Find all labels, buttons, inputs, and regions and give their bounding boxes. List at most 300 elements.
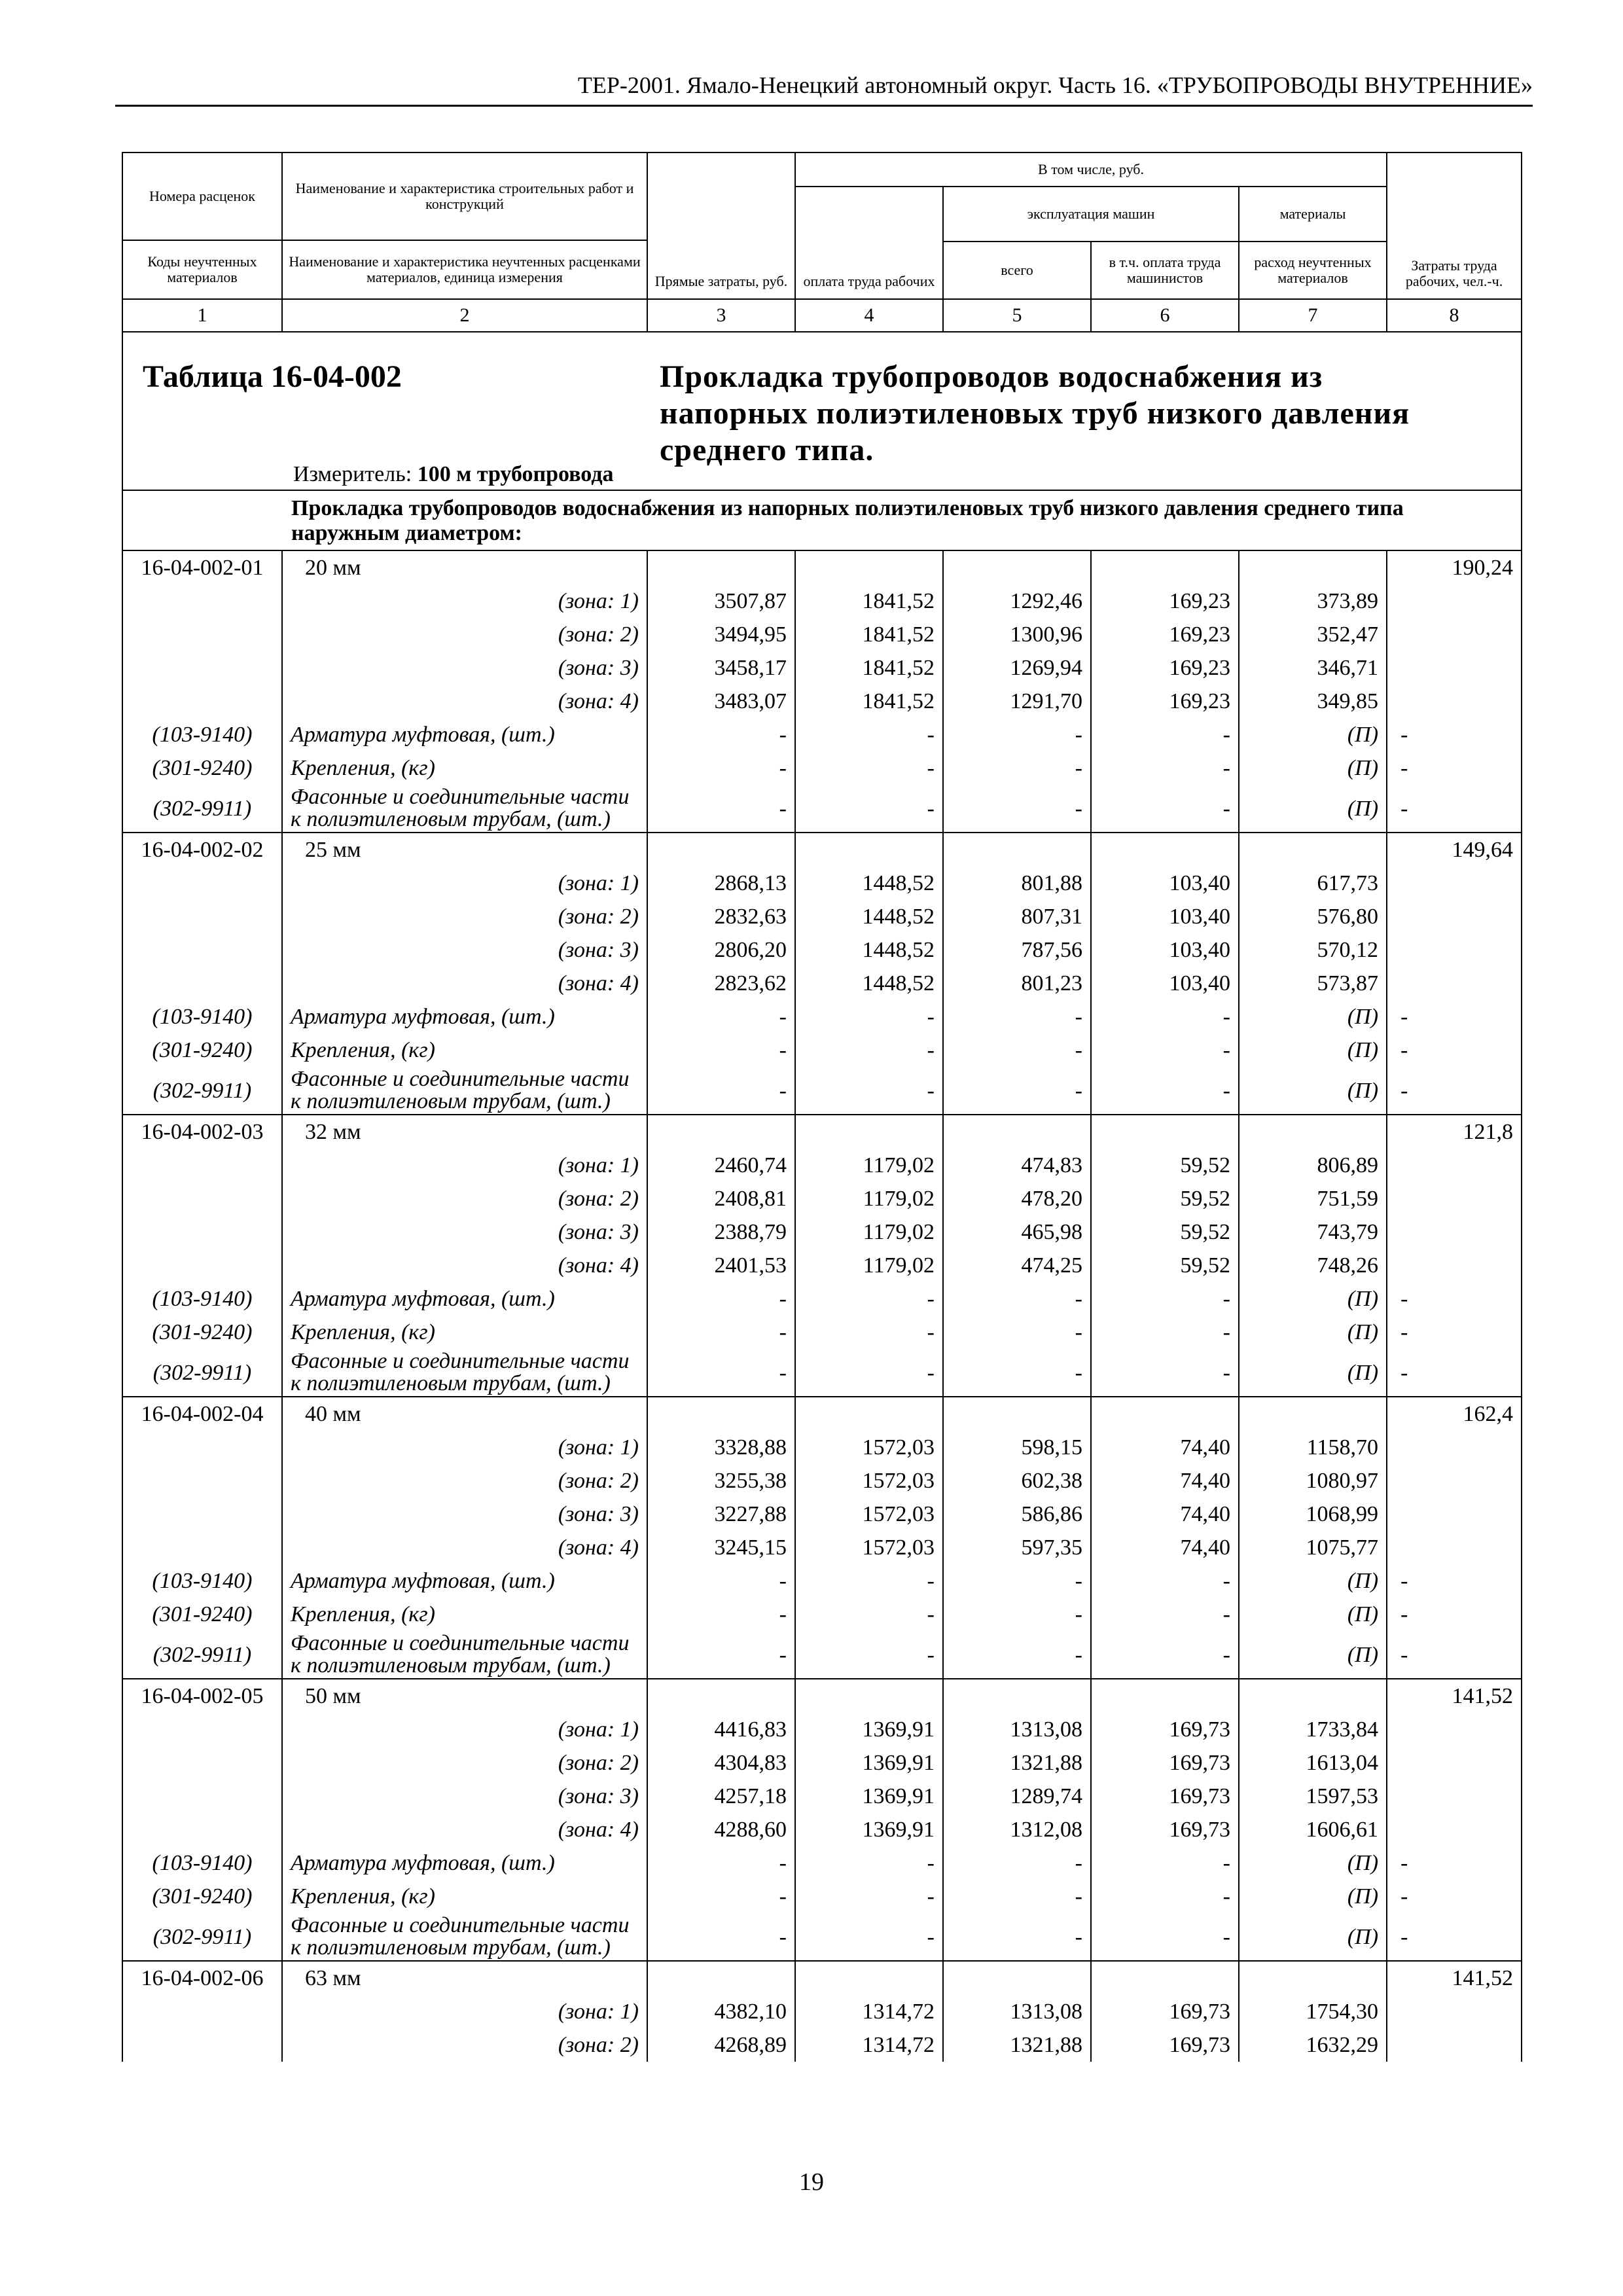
empty-cell	[1239, 1679, 1387, 1713]
direct-cost: 3507,87	[647, 584, 795, 618]
empty-cell	[943, 833, 1091, 867]
dash-cell: -	[795, 785, 943, 833]
material-mark: (П)	[1239, 1349, 1387, 1397]
zone-row	[122, 2028, 1522, 2062]
dash-cell: -	[1091, 1349, 1239, 1397]
header-rate-numbers: Номера расценок Коды неучтенных материалов	[122, 152, 282, 299]
dash-cell: -	[647, 1282, 795, 1316]
material-mark: (П)	[1239, 1846, 1387, 1880]
dash-cell: -	[1091, 1598, 1239, 1631]
material-name: Крепления, (кг)	[282, 1033, 647, 1067]
zone-row	[122, 1464, 1522, 1498]
material-mark: (П)	[1239, 1598, 1387, 1631]
operators-wages: 103,40	[1091, 900, 1239, 933]
labor-cost: 141,52	[1387, 1679, 1522, 1713]
dash-cell: -	[647, 718, 795, 751]
page-header: ТЕР-2001. Ямало-Ненецкий автономный округ. Часть 16. «ТРУБОПРОВОДЫ ВНУТРЕННИЕ»	[115, 65, 1533, 107]
zone-label: (зона: 3)	[282, 933, 647, 967]
rate-row	[122, 550, 1522, 584]
zone-row	[122, 1149, 1522, 1182]
empty-cell	[647, 1961, 795, 1995]
empty-cell	[1387, 1746, 1522, 1780]
dash-cell: -	[1091, 1000, 1239, 1033]
empty-cell	[647, 1397, 795, 1431]
empty-cell	[122, 967, 282, 1000]
header-column-numbers: 1 2 3 4 5 6 7 8	[122, 299, 1522, 332]
empty-cell	[1091, 1679, 1239, 1713]
dash-cell: -	[1387, 1000, 1522, 1033]
materials-cost: 743,79	[1239, 1215, 1387, 1249]
dash-cell: -	[943, 1631, 1091, 1679]
material-mark: (П)	[1239, 718, 1387, 751]
group-title: Прокладка трубопроводов водоснабжения из напорных полиэтиленовых труб низкого давления среднего типа наружным диаметром:	[282, 490, 1522, 550]
material-mark: (П)	[1239, 1880, 1387, 1913]
header-machines: эксплуатация машин	[943, 187, 1239, 242]
material-name: Крепления, (кг)	[282, 1598, 647, 1631]
empty-cell	[122, 1713, 282, 1746]
material-row	[122, 718, 1522, 751]
rate-row	[122, 1397, 1522, 1431]
material-code: (301-9240)	[122, 1316, 282, 1349]
dash-cell: -	[795, 1913, 943, 1961]
materials-cost: 1075,77	[1239, 1531, 1387, 1564]
empty-cell	[1091, 833, 1239, 867]
material-row	[122, 1846, 1522, 1880]
table-title-block	[122, 332, 1522, 490]
materials-cost: 576,80	[1239, 900, 1387, 933]
empty-cell	[795, 833, 943, 867]
wages: 1369,91	[795, 1713, 943, 1746]
operators-wages: 169,73	[1091, 1813, 1239, 1846]
dash-cell: -	[795, 1349, 943, 1397]
machines-total: 474,83	[943, 1149, 1091, 1182]
empty-cell	[1239, 1115, 1387, 1149]
materials-cost: 748,26	[1239, 1249, 1387, 1282]
zone-row	[122, 933, 1522, 967]
dash-cell: -	[1091, 1282, 1239, 1316]
zone-label: (зона: 1)	[282, 1713, 647, 1746]
empty-cell	[1387, 618, 1522, 651]
operators-wages: 74,40	[1091, 1464, 1239, 1498]
zone-row	[122, 1182, 1522, 1215]
zone-label: (зона: 2)	[282, 900, 647, 933]
zone-label: (зона: 3)	[282, 1498, 647, 1531]
zone-row	[122, 967, 1522, 1000]
wages: 1179,02	[795, 1215, 943, 1249]
rates-table	[122, 152, 1522, 2062]
machines-total: 474,25	[943, 1249, 1091, 1282]
zone-row	[122, 1215, 1522, 1249]
empty-cell	[647, 550, 795, 584]
operators-wages: 169,73	[1091, 1746, 1239, 1780]
material-code: (103-9140)	[122, 1846, 282, 1880]
material-code: (302-9911)	[122, 1067, 282, 1115]
dash-cell: -	[1091, 1631, 1239, 1679]
rate-code: 16-04-002-03	[122, 1115, 282, 1149]
dash-cell: -	[795, 1564, 943, 1598]
dash-cell: -	[943, 1282, 1091, 1316]
header-operators-wages: в т.ч. оплата труда машинистов	[1091, 242, 1239, 299]
wages: 1572,03	[795, 1498, 943, 1531]
dash-cell: -	[1091, 1067, 1239, 1115]
machines-total: 1321,88	[943, 1746, 1091, 1780]
empty-cell	[1387, 967, 1522, 1000]
zone-row	[122, 685, 1522, 718]
dash-cell: -	[647, 1631, 795, 1679]
dash-cell: -	[795, 1316, 943, 1349]
material-name: Фасонные и соединительные части к полиэтиленовым трубам, (шт.)	[282, 1913, 647, 1961]
dash-cell: -	[647, 1316, 795, 1349]
zone-label: (зона: 1)	[282, 867, 647, 900]
direct-cost: 3328,88	[647, 1431, 795, 1464]
material-code: (302-9911)	[122, 785, 282, 833]
material-mark: (П)	[1239, 1067, 1387, 1115]
material-row	[122, 1349, 1522, 1397]
empty-cell	[943, 1679, 1091, 1713]
dash-cell: -	[1387, 718, 1522, 751]
empty-cell	[1091, 1397, 1239, 1431]
materials-cost: 346,71	[1239, 651, 1387, 685]
empty-cell	[1387, 1149, 1522, 1182]
direct-cost: 2832,63	[647, 900, 795, 933]
dash-cell: -	[1091, 1880, 1239, 1913]
materials-cost: 573,87	[1239, 967, 1387, 1000]
dash-cell: -	[1091, 1564, 1239, 1598]
materials-cost: 1158,70	[1239, 1431, 1387, 1464]
dash-cell: -	[943, 785, 1091, 833]
machines-total: 478,20	[943, 1182, 1091, 1215]
empty-cell	[795, 1961, 943, 1995]
wages: 1841,52	[795, 685, 943, 718]
wages: 1572,03	[795, 1531, 943, 1564]
zone-row	[122, 867, 1522, 900]
machines-total: 598,15	[943, 1431, 1091, 1464]
material-code: (301-9240)	[122, 1880, 282, 1913]
dash-cell: -	[943, 1598, 1091, 1631]
direct-cost: 2460,74	[647, 1149, 795, 1182]
operators-wages: 74,40	[1091, 1431, 1239, 1464]
zone-label: (зона: 4)	[282, 685, 647, 718]
material-mark: (П)	[1239, 751, 1387, 785]
zone-label: (зона: 3)	[282, 1215, 647, 1249]
direct-cost: 2408,81	[647, 1182, 795, 1215]
empty-cell	[122, 1431, 282, 1464]
header-work-name: Наименование и характеристика строительных работ и конструкций Наименование и характеристика неучтенных расценками материалов, единица измерения	[282, 152, 647, 299]
empty-cell	[122, 1780, 282, 1813]
material-name: Крепления, (кг)	[282, 1880, 647, 1913]
operators-wages: 103,40	[1091, 967, 1239, 1000]
material-name: Арматура муфтовая, (шт.)	[282, 1564, 647, 1598]
header-labor-costs: Затраты труда рабочих, чел.-ч.	[1387, 152, 1522, 299]
table-header	[122, 152, 1522, 332]
dash-cell: -	[1387, 1598, 1522, 1631]
dash-cell: -	[1091, 718, 1239, 751]
dash-cell: -	[943, 1880, 1091, 1913]
zone-label: (зона: 4)	[282, 1813, 647, 1846]
zone-label: (зона: 1)	[282, 1431, 647, 1464]
table-meter: Измеритель: 100 м трубопровода	[293, 462, 614, 486]
dash-cell: -	[943, 1846, 1091, 1880]
material-code: (103-9140)	[122, 1282, 282, 1316]
empty-cell	[943, 1397, 1091, 1431]
zone-label: (зона: 1)	[282, 1995, 647, 2028]
wages: 1314,72	[795, 2028, 943, 2062]
material-row	[122, 1033, 1522, 1067]
empty-cell	[647, 833, 795, 867]
dash-cell: -	[943, 751, 1091, 785]
empty-cell	[1387, 1182, 1522, 1215]
empty-cell	[1239, 1961, 1387, 1995]
material-code: (302-9911)	[122, 1631, 282, 1679]
wages: 1179,02	[795, 1182, 943, 1215]
dash-cell: -	[1387, 1564, 1522, 1598]
direct-cost: 3227,88	[647, 1498, 795, 1531]
direct-cost: 4257,18	[647, 1780, 795, 1813]
rate-row	[122, 1961, 1522, 1995]
empty-cell	[943, 1115, 1091, 1149]
zone-label: (зона: 3)	[282, 651, 647, 685]
direct-cost: 3458,17	[647, 651, 795, 685]
empty-cell	[795, 1115, 943, 1149]
direct-cost: 4304,83	[647, 1746, 795, 1780]
empty-cell	[1239, 550, 1387, 584]
empty-cell	[1387, 1813, 1522, 1846]
dash-cell: -	[795, 718, 943, 751]
empty-cell	[122, 933, 282, 967]
direct-cost: 4288,60	[647, 1813, 795, 1846]
empty-cell	[795, 1397, 943, 1431]
empty-cell	[795, 1679, 943, 1713]
rate-name: 50 мм	[282, 1679, 647, 1713]
zone-row	[122, 1713, 1522, 1746]
operators-wages: 59,52	[1091, 1249, 1239, 1282]
dash-cell: -	[1387, 1316, 1522, 1349]
material-code: (301-9240)	[122, 751, 282, 785]
zone-row	[122, 900, 1522, 933]
material-name: Фасонные и соединительные части к полиэтиленовым трубам, (шт.)	[282, 1631, 647, 1679]
empty-cell	[1387, 584, 1522, 618]
empty-cell	[1387, 1780, 1522, 1813]
table-title: Прокладка трубопроводов водоснабжения из напорных полиэтиленовых труб низкого давления среднего типа.	[660, 359, 1410, 467]
empty-cell	[1387, 1249, 1522, 1282]
rate-row	[122, 833, 1522, 867]
empty-cell	[1387, 1431, 1522, 1464]
materials-cost: 1613,04	[1239, 1746, 1387, 1780]
dash-cell: -	[943, 718, 1091, 751]
machines-total: 1300,96	[943, 618, 1091, 651]
empty-cell	[1387, 933, 1522, 967]
materials-cost: 1632,29	[1239, 2028, 1387, 2062]
header-direct-costs: Прямые затраты, руб.	[647, 152, 795, 299]
dash-cell: -	[647, 1598, 795, 1631]
operators-wages: 74,40	[1091, 1531, 1239, 1564]
empty-cell	[122, 651, 282, 685]
materials-cost: 806,89	[1239, 1149, 1387, 1182]
material-mark: (П)	[1239, 1033, 1387, 1067]
zone-label: (зона: 2)	[282, 618, 647, 651]
materials-cost: 1080,97	[1239, 1464, 1387, 1498]
material-row	[122, 1913, 1522, 1961]
dash-cell: -	[647, 785, 795, 833]
empty-cell	[1387, 1713, 1522, 1746]
material-row	[122, 1880, 1522, 1913]
operators-wages: 169,23	[1091, 651, 1239, 685]
operators-wages: 103,40	[1091, 933, 1239, 967]
dash-cell: -	[647, 1564, 795, 1598]
empty-cell	[647, 1115, 795, 1149]
material-name: Арматура муфтовая, (шт.)	[282, 1846, 647, 1880]
machines-total: 807,31	[943, 900, 1091, 933]
rate-code: 16-04-002-04	[122, 1397, 282, 1431]
operators-wages: 59,52	[1091, 1215, 1239, 1249]
dash-cell: -	[795, 1033, 943, 1067]
dash-cell: -	[795, 1067, 943, 1115]
dash-cell: -	[1091, 1316, 1239, 1349]
machines-total: 1289,74	[943, 1780, 1091, 1813]
rate-name: 25 мм	[282, 833, 647, 867]
zone-row	[122, 1746, 1522, 1780]
material-mark: (П)	[1239, 1282, 1387, 1316]
dash-cell: -	[795, 1598, 943, 1631]
dash-cell: -	[1091, 785, 1239, 833]
dash-cell: -	[1387, 1880, 1522, 1913]
direct-cost: 2823,62	[647, 967, 795, 1000]
direct-cost: 4416,83	[647, 1713, 795, 1746]
zone-row	[122, 651, 1522, 685]
wages: 1572,03	[795, 1464, 943, 1498]
direct-cost: 3494,95	[647, 618, 795, 651]
empty-cell	[122, 2028, 282, 2062]
empty-cell	[1091, 1115, 1239, 1149]
dash-cell: -	[1387, 1282, 1522, 1316]
materials-cost: 349,85	[1239, 685, 1387, 718]
labor-cost: 141,52	[1387, 1961, 1522, 1995]
wages: 1572,03	[795, 1431, 943, 1464]
materials-cost: 1754,30	[1239, 1995, 1387, 2028]
materials-cost: 1606,61	[1239, 1813, 1387, 1846]
dash-cell: -	[1387, 785, 1522, 833]
empty-cell	[122, 1498, 282, 1531]
dash-cell: -	[647, 1000, 795, 1033]
dash-cell: -	[1091, 751, 1239, 785]
empty-cell	[1091, 1961, 1239, 1995]
labor-cost: 121,8	[1387, 1115, 1522, 1149]
dash-cell: -	[1387, 751, 1522, 785]
material-name: Арматура муфтовая, (шт.)	[282, 1282, 647, 1316]
operators-wages: 74,40	[1091, 1498, 1239, 1531]
header-wages: оплата труда рабочих	[795, 187, 943, 299]
direct-cost: 4382,10	[647, 1995, 795, 2028]
operators-wages: 59,52	[1091, 1149, 1239, 1182]
machines-total: 1269,94	[943, 651, 1091, 685]
empty-cell	[1387, 867, 1522, 900]
material-name: Арматура муфтовая, (шт.)	[282, 718, 647, 751]
rate-name: 40 мм	[282, 1397, 647, 1431]
material-name: Фасонные и соединительные части к полиэтиленовым трубам, (шт.)	[282, 1349, 647, 1397]
operators-wages: 169,73	[1091, 1713, 1239, 1746]
zone-row	[122, 1995, 1522, 2028]
direct-cost: 4268,89	[647, 2028, 795, 2062]
dash-cell: -	[1387, 1631, 1522, 1679]
material-row	[122, 751, 1522, 785]
machines-total: 1313,08	[943, 1713, 1091, 1746]
materials-cost: 751,59	[1239, 1182, 1387, 1215]
zone-label: (зона: 4)	[282, 1249, 647, 1282]
rate-code: 16-04-002-01	[122, 550, 282, 584]
empty-cell	[122, 1182, 282, 1215]
empty-cell	[1387, 1531, 1522, 1564]
dash-cell: -	[1387, 1846, 1522, 1880]
direct-cost: 2401,53	[647, 1249, 795, 1282]
dash-cell: -	[1091, 1033, 1239, 1067]
dash-cell: -	[647, 1349, 795, 1397]
machines-total: 586,86	[943, 1498, 1091, 1531]
empty-cell	[1239, 1397, 1387, 1431]
dash-cell: -	[647, 1033, 795, 1067]
operators-wages: 169,23	[1091, 584, 1239, 618]
rate-code: 16-04-002-06	[122, 1961, 282, 1995]
header-materials: материалы	[1239, 187, 1387, 242]
zone-label: (зона: 1)	[282, 584, 647, 618]
empty-cell	[1387, 651, 1522, 685]
dash-cell: -	[647, 1846, 795, 1880]
dash-cell: -	[1387, 1067, 1522, 1115]
machines-total: 1291,70	[943, 685, 1091, 718]
material-mark: (П)	[1239, 1316, 1387, 1349]
empty-cell	[1387, 900, 1522, 933]
empty-cell	[122, 1249, 282, 1282]
dash-cell: -	[1387, 1913, 1522, 1961]
zone-label: (зона: 2)	[282, 1746, 647, 1780]
materials-cost: 570,12	[1239, 933, 1387, 967]
materials-cost: 1733,84	[1239, 1713, 1387, 1746]
machines-total: 1321,88	[943, 2028, 1091, 2062]
wages: 1369,91	[795, 1746, 943, 1780]
operators-wages: 169,73	[1091, 1995, 1239, 2028]
dash-cell: -	[1091, 1913, 1239, 1961]
material-code: (301-9240)	[122, 1033, 282, 1067]
materials-cost: 1597,53	[1239, 1780, 1387, 1813]
material-name: Фасонные и соединительные части к полиэтиленовым трубам, (шт.)	[282, 1067, 647, 1115]
wages: 1448,52	[795, 933, 943, 967]
rate-name: 63 мм	[282, 1961, 647, 1995]
direct-cost: 3255,38	[647, 1464, 795, 1498]
rate-row	[122, 1679, 1522, 1713]
machines-total: 1313,08	[943, 1995, 1091, 2028]
dash-cell: -	[1387, 1349, 1522, 1397]
header-unaccounted-materials: расход неучтенных материалов	[1239, 242, 1387, 299]
material-mark: (П)	[1239, 1631, 1387, 1679]
table-body	[122, 550, 1522, 2062]
dash-cell: -	[795, 1846, 943, 1880]
operators-wages: 59,52	[1091, 1182, 1239, 1215]
operators-wages: 169,23	[1091, 685, 1239, 718]
wages: 1841,52	[795, 651, 943, 685]
material-row	[122, 1316, 1522, 1349]
header-machines-total: всего	[943, 242, 1091, 299]
material-code: (103-9140)	[122, 718, 282, 751]
material-mark: (П)	[1239, 1913, 1387, 1961]
empty-cell	[1091, 550, 1239, 584]
zone-row	[122, 1813, 1522, 1846]
empty-cell	[1387, 1995, 1522, 2028]
material-mark: (П)	[1239, 785, 1387, 833]
material-row	[122, 1631, 1522, 1679]
dash-cell: -	[943, 1913, 1091, 1961]
empty-cell	[122, 1531, 282, 1564]
direct-cost: 2868,13	[647, 867, 795, 900]
zone-label: (зона: 2)	[282, 2028, 647, 2062]
